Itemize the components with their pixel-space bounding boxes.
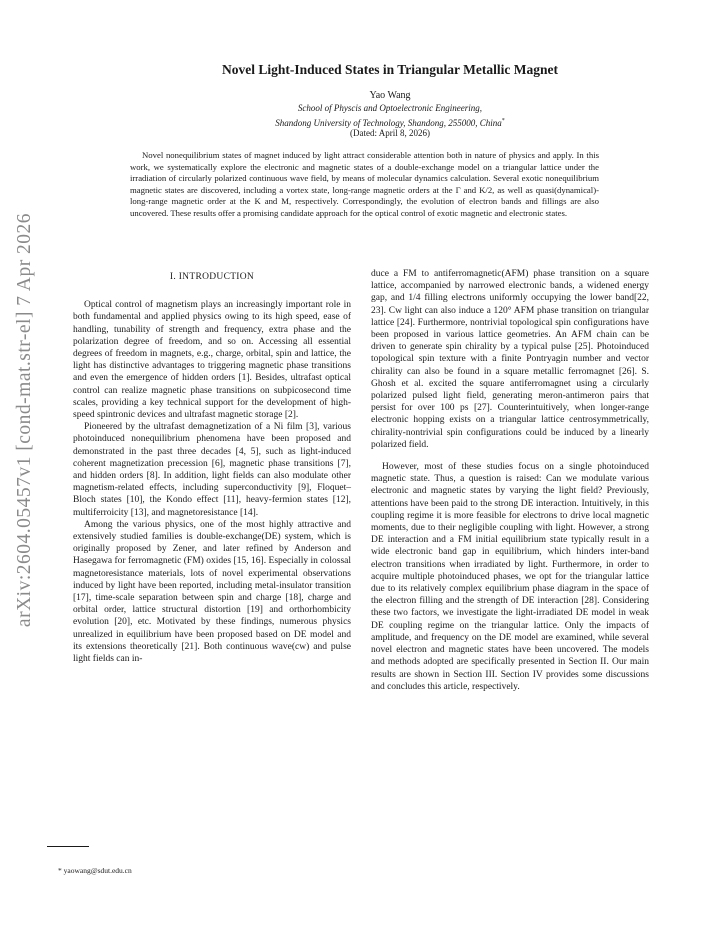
arxiv-identifier	[2, 200, 48, 640]
right-column	[371, 268, 649, 693]
section-heading: I. INTRODUCTION	[169, 272, 255, 282]
footnote-divider	[47, 846, 89, 847]
left-paragraph-1: Optical control of magnetism plays an increasingly important role in both fundamental and applied physics owing to its high speed, ease of handling, tunability of strength and frequency, extra phase and the polarization degree of freedom, and so on. Accessing all essential degrees of freedom in magnets, e.g., charge, orbital, spin and lattice, the light has distinctive advantages to triggering magnetic phase transitions and even the emergence of hidden orders [1]. Besides, ultrafast optical control can realize magnetic phase transitions on subpicosecond time scales, providing a key technical support for the development of high-speed spintronic devices and ultrafast magnetic storage [2].	[73, 300, 351, 421]
right-paragraph-2: However, most of these studies focus on a single photoinduced magnetic state. Thus, a question is raised: Can we modulate various electronic and magnetic states by varying the light field? Previously, attentions have been paid to the strong DE interaction. Intuitively, in this coupling regime it is more feasible for electrons to drive local magnetic moments, due to their negligible coupling with light. However, a strong DE interaction and a FM initial equilibrium state typically result in a wide electronic band gap in equilibrium, which hinders inter-band electron transitions when irradiated by light. Furthermore, in order to acquire multiple photoinduced phases, we opt for the triangular lattice due to its relatively complex equilibrium phase diagram in the space of the electron filling and the strength of DE interaction [28]. Considering these two factors, we investigate the light-irradiated DE model in weak DE coupling regime on the triangular lattice. Only the impacts of amplitude, and frequency on the DE model are examined, while several novel electron and magnetic states have been uncovered. The models and methods adopted are specifically presented in Section II. Our main results are shown in Section III. Section IV provides some discussions and concludes this article, respectively.	[371, 462, 649, 692]
left-column	[73, 268, 351, 665]
author-affiliation	[100, 102, 680, 130]
affiliation-footnote-mark: *	[501, 118, 505, 124]
paper-title: Novel Light-Induced States in Triangular Metallic Magnet	[222, 62, 558, 77]
left-paragraph-3: Among the various physics, one of the most highly attractive and extensively studied families is double-exchange(DE) system, which is originally proposed by Zener, and later refined by Anderson and Hasegawa for ferromagnetic (FM) oxides [15, 16]. Especially in colossal magnetoresistance materials, lots of novel experimental observations induced by light have been reported, including metal-insulator transition [17], time-scale separation between spin and charge [18], charge and orbital order, lattice structural distortion [19] and orthorhombicity evolution [20], etc. Motivated by these findings, numerous physics unrealized in equilibrium have been proposed based on DE model and its extensions theoretically [21]. Both continuous wave(cw) and pulse light fields can in-	[73, 519, 351, 665]
author-name: Yao Wang	[369, 90, 411, 101]
affiliation-line-1: School of Physcis and Optoelectronic Engineering,	[297, 103, 483, 113]
affiliation-line-2: Shandong University of Technology, Shandong, 255000, China*	[275, 118, 505, 128]
left-paragraph-2: Pioneered by the ultrafast demagnetization of a Ni film [3], various photoinduced nonequilibrium phenomena have been proposed and demonstrated in the past three decades [4, 5], such as light-induced coherent magnetization precession [6], magnetic phase transitions [7], and hidden orders [8]. In addition, light fields can also modulate other magnetism-related effects, including superconductivity [9], Floquet–Bloch states [10], the Kondo effect [11], heavy-fermion states [12], multiferroicity [13], and magnetoresistance [14].	[73, 422, 351, 518]
abstract: Novel nonequilibrium states of magnet induced by light attract considerable attention both in nature of physics and apply. In this work, we systematically explore the electronic and magnetic states of a double-exchange model on a triangular lattice under the irradiation of circularly polarized continuous wave field, by means of molecular dynamics calculation. Several exotic nonequilibrium magnetic states are discovered, including a vortex state, long-range magnetic orders at the Γ and K/2, as well as quasi(dynamical)-long-range magnetic order at the K and M, respectively. Correspondingly, the evolution of electron bands and fillings are also uncovered. These results offer a promising candidate approach for the optical control of exotic magnetic and electronic states.	[130, 150, 599, 218]
dated-line: (Dated: April 8, 2026)	[350, 128, 430, 138]
footnote: * yaowang@sdut.edu.cn	[58, 866, 132, 875]
arxiv-identifier-text: arXiv:2604.05457v1 [cond-mat.str-el] 7 Apr 2026	[14, 212, 35, 628]
right-paragraph-1: duce a FM to antiferromagnetic(AFM) phase transition on a square lattice, accompanied by narrowed electronic bands, a widened energy gap, and 1/4 filling electrons uniformly occupying the lower band[22, 23]. Cw light can also induce a 120° AFM phase transition on triangular lattice [24]. Furthermore, nontrivial topological spin configurations have been proposed in various lattice geometries. An AFM chain can be driven to generate spin chirality by a typical pulse [25]. Photoinduced topological spin texture with a finite Pontryagin number and vector chirality can also be found in a square metallic ferromagnet [26]. S. Ghosh et al. excited the square antiferromagnet using a circularly polarized pulsed light field, generating meron-antimeron pairs that persist for over 100 ps [27]. Counterintuitively, when longer-range electronic hopping exists on a triangular lattice centrosymmetrically, chirality-nontrivial spin configurations could be induced by a linearly polarized field.	[371, 269, 649, 450]
